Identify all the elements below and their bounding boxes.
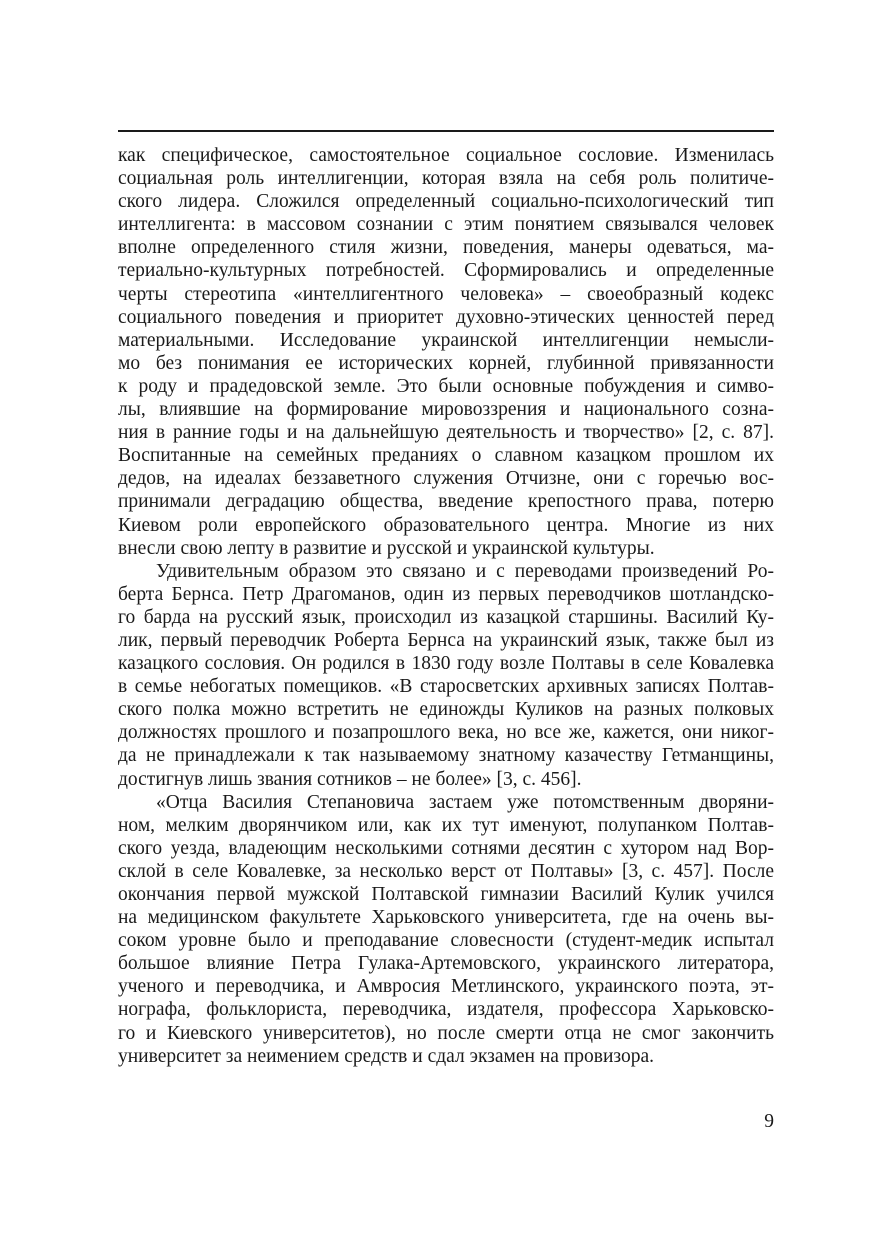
text-line: социального поведения и приоритет духовно-этических ценностей перед <box>118 306 774 328</box>
text-line: го барда на русский язык, происходил из казацкой старшины. Василий Ку- <box>118 606 774 628</box>
text-line: должностях прошлого и позапрошлого века, но все же, кажется, они никог- <box>118 722 774 744</box>
text-line: окончания первой мужской Полтавской гимназии Василий Кулик учился <box>118 884 774 905</box>
text-line: как специфическое, самостоятельное социальное сословие. Изменилась <box>118 145 774 166</box>
text-line: нографа, фольклориста, переводчика, издателя, профессора Харьковско- <box>118 999 774 1021</box>
text-line: ского полка можно встретить не единожды Куликов на разных полковых <box>118 699 774 721</box>
text-line: казацкого сословия. Он родился в 1830 году возле Полтавы в селе Ковалевка <box>118 653 774 675</box>
text-line: лы, влиявшие на формирование мировоззрения и национального созна- <box>118 399 774 421</box>
text-line: териально-культурных потребностей. Сформировались и определенные <box>118 260 774 282</box>
paragraph <box>118 560 774 791</box>
text-line: дедов, на идеалах беззаветного служения Отчизне, они с горечью вос- <box>118 468 774 490</box>
text-line: Киевом роли европейского образовательного центра. Многие из них <box>118 514 774 536</box>
body-text <box>118 144 774 1068</box>
text-line: ученого и переводчика, и Амвросия Метлинского, украинского поэта, эт- <box>118 976 774 998</box>
text-line: берта Бернса. Петр Драгоманов, один из первых переводчиков шотландско- <box>118 583 774 605</box>
text-line: интеллигента: в массовом сознании с этим понятием связывался человек <box>118 214 774 236</box>
text-line: соком уровне было и преподавание словесности (студент-медик испытал <box>118 930 774 952</box>
text-line: университет за неимением средств и сдал экзамен на провизора. <box>118 1045 654 1067</box>
text-line: внесли свою лепту в развитие и русской и украинской культуры. <box>118 537 655 559</box>
text-line: черты стереотипа «интеллигентного человека» – своеобразный кодекс <box>118 283 774 305</box>
text-line: ского лидера. Сложился определенный социально-психологический тип <box>118 191 774 213</box>
text-line: в семье небогатых помещиков. «В старосветских архивных записях Полтав- <box>118 676 774 698</box>
text-line: принимали деградацию общества, введение крепостного права, потерю <box>118 491 774 513</box>
text-line: Удивительным образом это связано и с переводами произведений Ро- <box>156 560 774 582</box>
text-line: «Отца Василия Степановича застаем уже потомственным дворяни- <box>156 791 774 813</box>
text-line: да не принадлежали к так называемому знатному казачеству Гетманщины, <box>118 745 774 767</box>
text-line: материальными. Исследование украинской интеллигенции немысли- <box>118 329 774 351</box>
text-line: ского уезда, владеющим несколькими сотнями десятин с хутором над Вор- <box>118 837 774 859</box>
text-line: социальная роль интеллигенции, которая взяла на себя роль политиче- <box>118 168 774 190</box>
text-line: ния в ранние годы и на дальнейшую деятельность и творчество» [2, с. 87]. <box>118 422 774 444</box>
text-line: ном, мелким дворянчиком или, как их тут именуют, полупанком Полтав- <box>118 814 774 836</box>
text-line: большое влияние Петра Гулака-Артемовского, украинского литератора, <box>118 953 774 975</box>
text-line: вполне определенного стиля жизни, поведения, манеры одеваться, ма- <box>118 237 774 259</box>
text-line: достигнув лишь звания сотников – не более» [3, с. 456]. <box>118 768 582 790</box>
text-line: лик, первый переводчик Роберта Бернса на украинский язык, также был из <box>118 629 774 651</box>
header-rule <box>118 130 774 132</box>
paragraph <box>118 144 774 560</box>
text-line: Воспитанные на семейных преданиях о славном казацком прошлом их <box>118 445 774 467</box>
text-line: склой в селе Ковалевке, за несколько верст от Полтавы» [3, с. 457]. После <box>118 860 774 882</box>
page-number: 9 <box>764 1111 774 1132</box>
text-line: го и Киевского университетов), но после смерти отца не смог закончить <box>118 1022 774 1044</box>
paragraph <box>118 791 774 1068</box>
text-line: мо без понимания ее исторических корней, глубинной привязанности <box>118 352 774 374</box>
text-line: к роду и прадедовской земле. Это были основные побуждения и симво- <box>118 375 774 397</box>
text-line: на медицинском факультете Харьковского университета, где на очень вы- <box>118 907 774 929</box>
